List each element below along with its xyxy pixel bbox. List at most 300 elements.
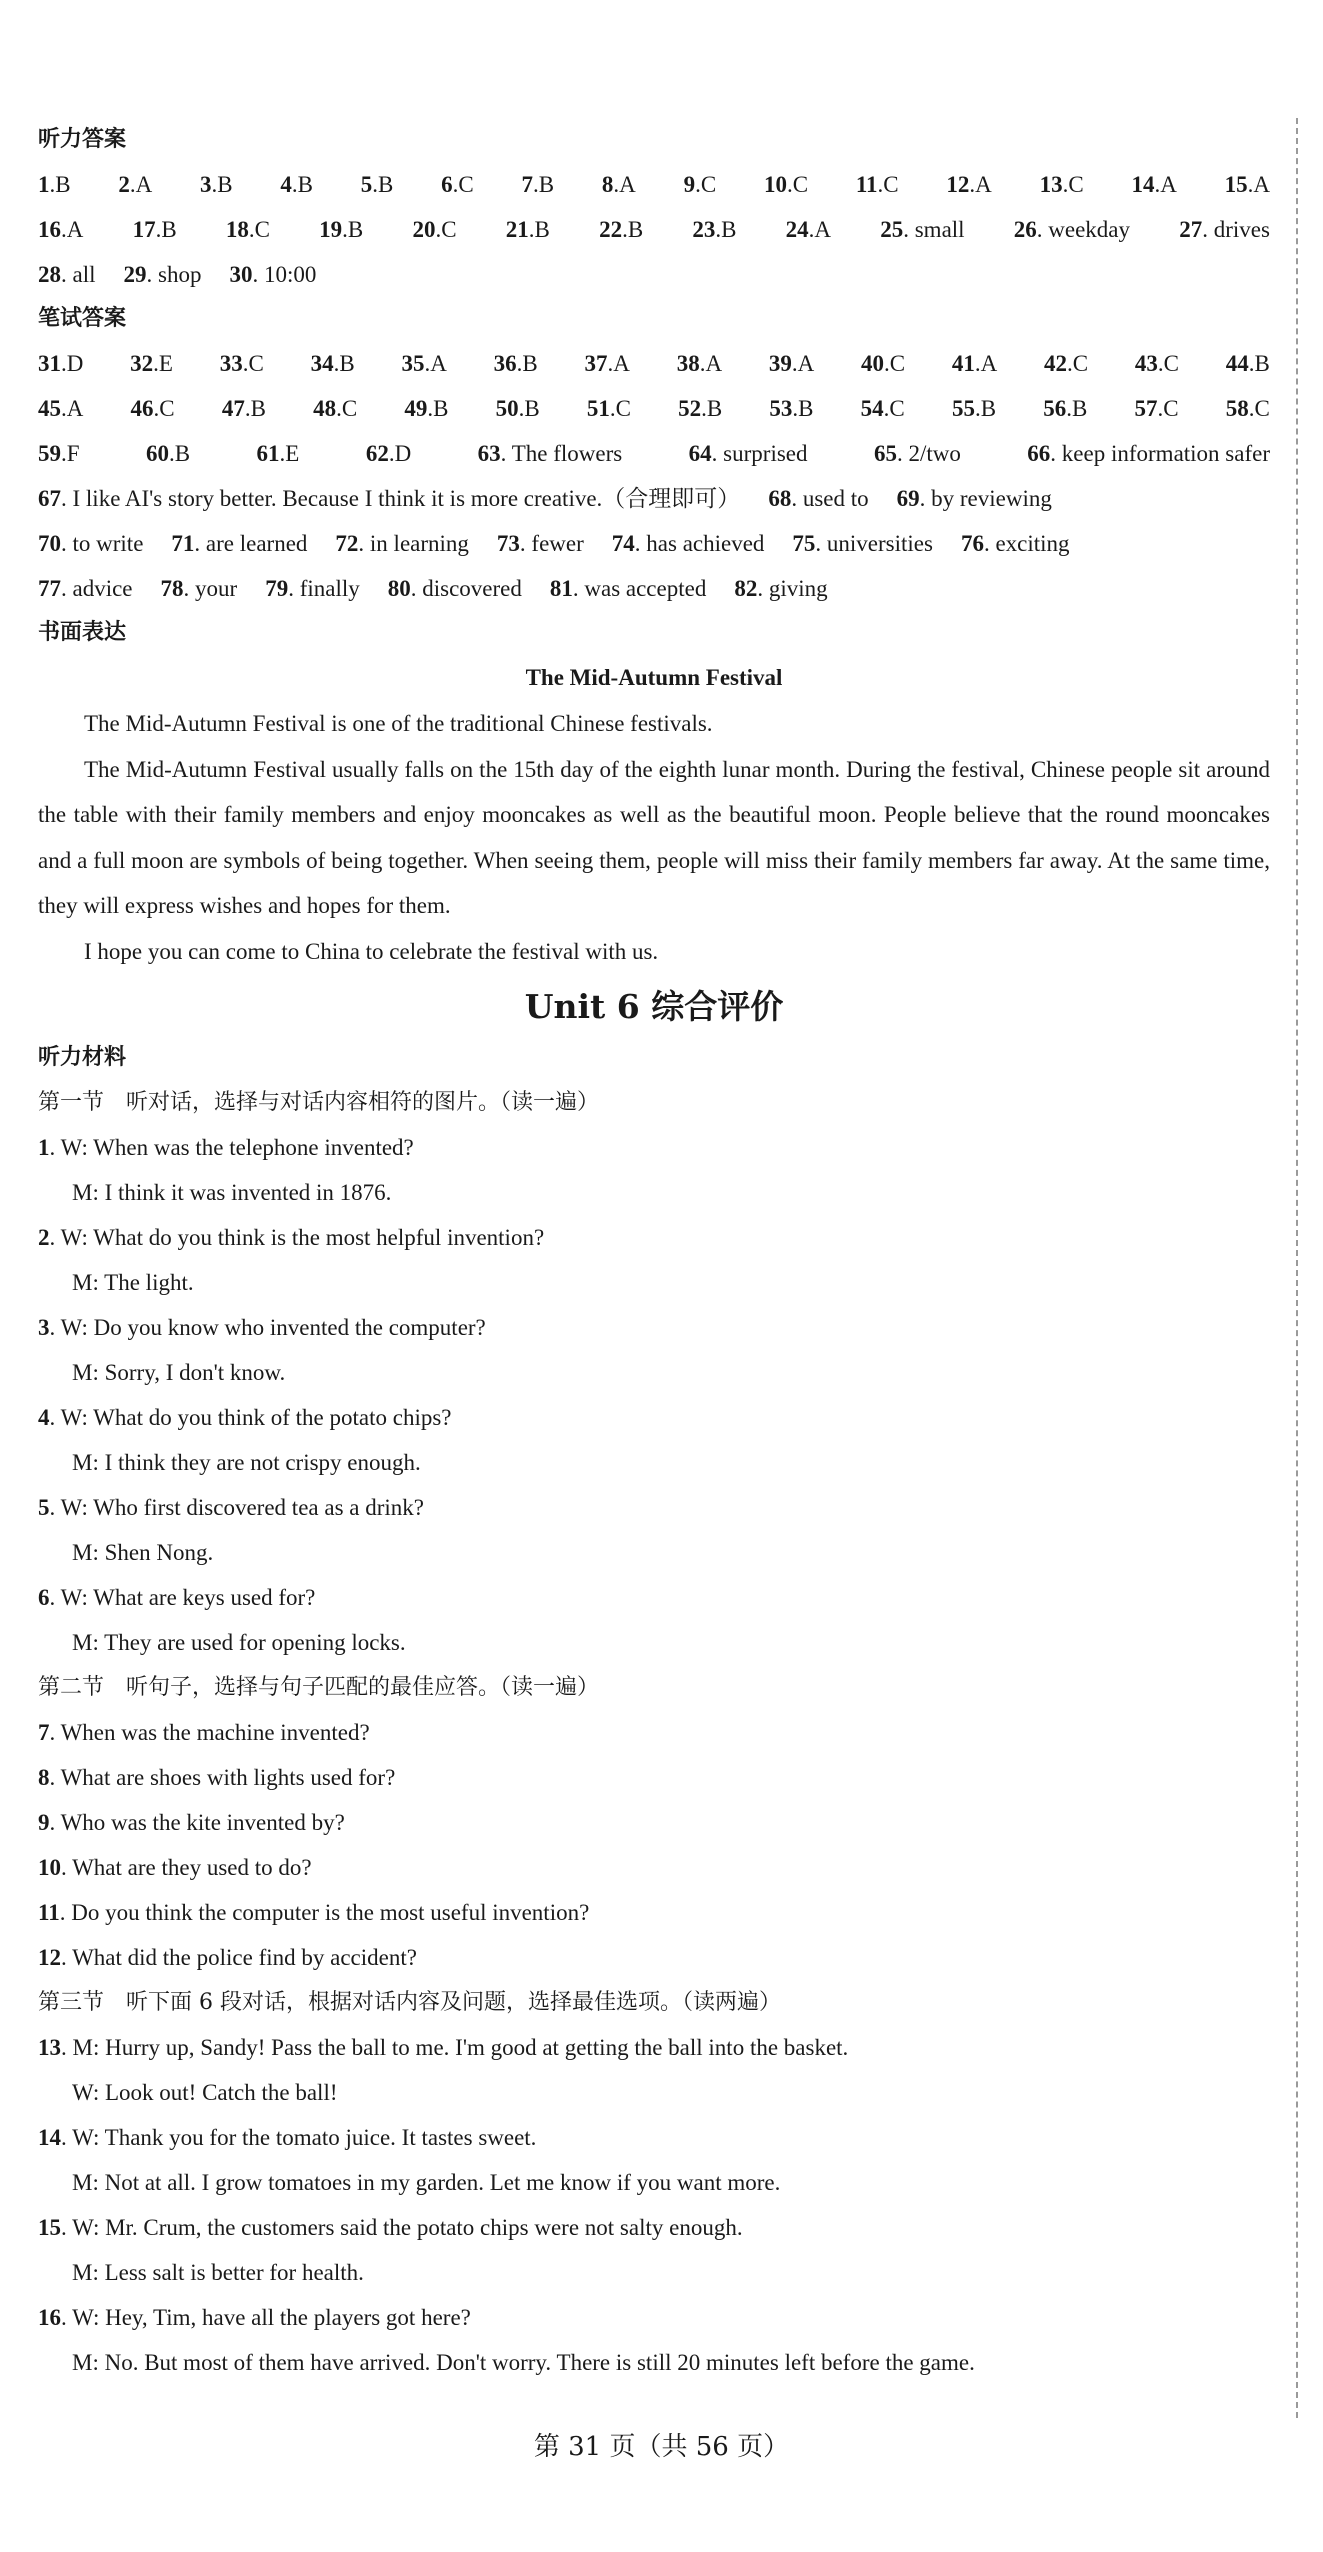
answer-number: 50	[495, 396, 519, 421]
answer-number: 23	[692, 217, 716, 242]
section-instruction: 第二节 听句子，选择与句子匹配的最佳应答。（读一遍）	[38, 1675, 600, 1700]
answer-item	[38, 207, 83, 252]
answer-item	[880, 207, 964, 252]
essay-paragraph: The Mid-Autumn Festival usually falls on the 15th day of the eighth lunar month. During the festival, Chinese people sit around the table with their family members and enjoy mooncakes as well as the beautiful moon. People believe that the round mooncakes and a full moon are symbols of being together. When seeing them, people will miss their family members far away. At the same time, they will express wishes and hopes for them.	[38, 756, 1270, 918]
listening-material-heading: 听力材料	[38, 1045, 127, 1070]
answer-number: 6	[441, 172, 453, 197]
answer-item	[494, 341, 538, 386]
answer-text: . 2/two	[896, 441, 961, 466]
answer-number: 81	[549, 576, 573, 601]
answer-item	[522, 162, 555, 207]
transcript-question	[38, 1755, 1270, 1800]
question-number: 2	[38, 1225, 50, 1250]
transcript-question	[38, 2205, 1270, 2250]
answer-row	[38, 341, 1270, 386]
question-number: 5	[38, 1495, 50, 1520]
writing-heading: 书面表达	[38, 620, 127, 645]
answer-text: .C	[695, 172, 717, 197]
answer-row	[38, 386, 1270, 431]
answer-number: 44	[1225, 351, 1249, 376]
answer-item	[38, 521, 143, 566]
answer-row	[38, 162, 1270, 207]
answer-item	[171, 521, 307, 566]
answer-item	[1043, 386, 1087, 431]
answer-number: 40	[861, 351, 884, 376]
transcript-response: M: Less salt is better for health.	[72, 2260, 364, 2285]
answer-text: .B	[1248, 351, 1270, 376]
answer-number: 26	[1013, 217, 1037, 242]
answer-number: 18	[225, 217, 249, 242]
answer-text: . shop	[146, 262, 202, 287]
answer-item	[874, 431, 961, 476]
answer-number: 19	[319, 217, 343, 242]
answer-text: . all	[61, 262, 96, 287]
answer-text: .C	[1157, 396, 1179, 421]
answer-text: .B	[701, 396, 723, 421]
answer-text: .C	[883, 396, 905, 421]
answer-item	[161, 566, 238, 611]
essay-title: The Mid-Autumn Festival	[525, 665, 783, 690]
answer-text: .B	[372, 172, 394, 197]
answer-item	[496, 386, 540, 431]
answer-number: 39	[768, 351, 792, 376]
question-text: . What are they used to do?	[61, 1855, 312, 1880]
answer-number: 77	[38, 576, 61, 601]
answer-text: . small	[903, 217, 965, 242]
answer-text: .A	[424, 351, 447, 376]
answer-number: 82	[734, 576, 758, 601]
answer-text: .B	[155, 217, 177, 242]
answer-text: . weekday	[1036, 217, 1131, 242]
answer-text: .A	[699, 351, 723, 376]
answer-number: 24	[785, 217, 809, 242]
transcript-question	[38, 1125, 1270, 1170]
answer-number: 8	[601, 172, 614, 197]
answer-text: .C	[452, 172, 474, 197]
answer-number: 30	[229, 262, 253, 287]
answer-number: 37	[584, 351, 608, 376]
answer-item	[441, 162, 474, 207]
transcript-response: M: Not at all. I grow tomatoes in my garden. Let me know if you want more.	[72, 2170, 781, 2195]
listening-answers	[38, 162, 1270, 297]
answer-item	[861, 386, 905, 431]
transcript-question	[38, 1845, 1270, 1890]
answer-item	[335, 521, 469, 566]
transcript-question	[38, 1215, 1270, 1260]
answer-number: 25	[880, 217, 904, 242]
listening-transcript	[38, 1080, 1270, 2385]
answer-text: . fewer	[519, 531, 584, 556]
answer-text: .D	[61, 351, 84, 376]
answer-number: 69	[896, 486, 920, 511]
answer-text: .B	[211, 172, 233, 197]
answer-text: .C	[242, 351, 264, 376]
answer-item	[229, 252, 316, 297]
question-text: . M: Hurry up, Sandy! Pass the ball to me. I'm good at getting the ball into the basket.	[61, 2035, 849, 2060]
transcript-question	[38, 1710, 1270, 1755]
answer-number: 29	[123, 262, 147, 287]
transcript-question	[38, 1800, 1270, 1845]
answer-item	[361, 162, 394, 207]
answer-item	[1226, 341, 1270, 386]
answer-text: .A	[969, 172, 992, 197]
answer-text: .A	[613, 172, 636, 197]
answer-item	[1044, 341, 1088, 386]
question-number: 15	[38, 2215, 61, 2240]
question-text: . What are shoes with lights used for?	[49, 1765, 396, 1790]
question-text: . When was the machine invented?	[49, 1720, 370, 1745]
answer-item	[786, 207, 831, 252]
answer-number: 71	[171, 531, 195, 556]
answer-page	[38, 118, 1270, 2385]
binding-margin-dashed-line	[1296, 118, 1298, 2418]
answer-text: . exciting	[983, 531, 1070, 556]
answer-number: 1	[38, 172, 50, 197]
answer-number: 38	[676, 351, 700, 376]
answer-item	[792, 521, 933, 566]
answer-item	[38, 566, 133, 611]
answer-item	[226, 207, 270, 252]
answer-text: .A	[607, 351, 630, 376]
answer-number: 72	[335, 531, 359, 556]
answer-item	[388, 566, 522, 611]
transcript-response: M: No. But most of them have arrived. Don't worry. There is still 20 minutes left before the game.	[72, 2350, 975, 2375]
answer-text: .C	[153, 396, 175, 421]
transcript-response: M: I think they are not crispy enough.	[72, 1450, 421, 1475]
answer-text: . are learned	[194, 531, 308, 556]
answer-item	[38, 341, 83, 386]
answer-text: . 10:00	[252, 262, 317, 287]
answer-number: 48	[313, 396, 337, 421]
answer-item	[587, 386, 631, 431]
answer-number: 17	[132, 217, 156, 242]
answer-row	[38, 476, 1270, 521]
answer-item	[1014, 207, 1130, 252]
answer-text: . keep information safer	[1050, 441, 1270, 466]
answer-text: .B	[528, 217, 550, 242]
answer-number: 28	[38, 262, 61, 287]
answer-text: .B	[622, 217, 644, 242]
transcript-question	[38, 1575, 1270, 1620]
transcript-question	[38, 2295, 1270, 2340]
question-text: . Who was the kite invented by?	[49, 1810, 345, 1835]
answer-item	[131, 386, 175, 431]
answer-row	[38, 566, 1270, 611]
answer-number: 27	[1179, 217, 1203, 242]
answer-text: . your	[183, 576, 238, 601]
answer-item	[612, 521, 765, 566]
answer-text: .B	[427, 396, 449, 421]
answer-text: . to write	[61, 531, 144, 556]
answer-number: 73	[496, 531, 520, 556]
answer-text: .C	[248, 217, 270, 242]
page-number: 第 31 页（共 56 页）	[533, 2432, 790, 2462]
question-number: 8	[38, 1765, 50, 1790]
answer-text: . I like AI's story better. Because I think it is more creative.（合理即可）	[61, 486, 741, 511]
answer-text: .A	[974, 351, 998, 376]
question-text: . W: Thank you for the tomato juice. It tastes sweet.	[61, 2125, 537, 2150]
answer-number: 66	[1027, 441, 1051, 466]
answer-row	[38, 207, 1270, 252]
answer-text: .C	[1157, 351, 1179, 376]
answer-text: . giving	[757, 576, 828, 601]
answer-text: .A	[791, 351, 815, 376]
answer-text: . was accepted	[572, 576, 707, 601]
answer-number: 55	[951, 396, 975, 421]
question-number: 12	[38, 1945, 61, 1970]
question-text: . Do you think the computer is the most useful invention?	[59, 1900, 590, 1925]
answer-item	[734, 566, 827, 611]
answer-number: 54	[860, 396, 884, 421]
answer-item	[684, 162, 717, 207]
answer-item	[319, 207, 363, 252]
question-number: 10	[38, 1855, 61, 1880]
answer-text: . surprised	[711, 441, 808, 466]
answer-text: .B	[1066, 396, 1088, 421]
answer-number: 16	[38, 217, 61, 242]
answer-number: 41	[951, 351, 975, 376]
answer-text: .C	[336, 396, 358, 421]
answer-number: 68	[768, 486, 792, 511]
question-text: . W: Mr. Crum, the customers said the potato chips were not salty enough.	[61, 2215, 743, 2240]
essay-paragraph: The Mid-Autumn Festival is one of the traditional Chinese festivals.	[84, 711, 713, 736]
written-answers	[38, 341, 1270, 611]
answer-text: . advice	[61, 576, 133, 601]
answer-number: 63	[477, 441, 501, 466]
answer-text: .E	[153, 351, 173, 376]
transcript-question	[38, 2115, 1270, 2160]
answer-number: 7	[521, 172, 534, 197]
answer-text: .C	[877, 172, 899, 197]
question-text: . W: What are keys used for?	[49, 1585, 316, 1610]
answer-number: 10	[763, 172, 787, 197]
answer-item	[311, 341, 355, 386]
answer-text: .C	[435, 217, 457, 242]
answer-item	[1225, 162, 1270, 207]
question-text: . W: What do you think is the most helpful invention?	[49, 1225, 545, 1250]
answer-number: 36	[493, 351, 517, 376]
answer-item	[952, 386, 996, 431]
answer-number: 74	[611, 531, 635, 556]
answer-number: 47	[221, 396, 245, 421]
answer-number: 75	[792, 531, 816, 556]
answer-number: 60	[146, 441, 169, 466]
question-number: 6	[38, 1585, 50, 1610]
answer-item	[550, 566, 706, 611]
written-answers-heading: 笔试答案	[38, 306, 127, 331]
answer-text: .C	[786, 172, 809, 197]
answer-number: 52	[678, 396, 702, 421]
answer-item	[689, 431, 808, 476]
answer-item	[677, 341, 722, 386]
answer-item	[961, 521, 1070, 566]
answer-item	[1040, 162, 1084, 207]
answer-item	[118, 162, 152, 207]
answer-number: 20	[412, 217, 436, 242]
answer-row	[38, 431, 1270, 476]
answer-number: 53	[769, 396, 793, 421]
answer-text: . used to	[791, 486, 869, 511]
answer-item	[313, 386, 357, 431]
answer-item	[402, 341, 447, 386]
answer-item	[38, 252, 96, 297]
answer-text: .B	[518, 396, 540, 421]
answer-text: .A	[61, 396, 84, 421]
question-number: 4	[38, 1405, 50, 1430]
answer-number: 79	[265, 576, 289, 601]
answer-text: . by reviewing	[919, 486, 1052, 511]
answer-item	[130, 341, 173, 386]
answer-item	[946, 162, 991, 207]
answer-text: .B	[291, 172, 313, 197]
transcript-question	[38, 1305, 1270, 1350]
answer-number: 22	[599, 217, 623, 242]
answer-number: 70	[38, 531, 61, 556]
transcript-response: M: Sorry, I don't know.	[72, 1360, 286, 1385]
transcript-response: M: The light.	[72, 1270, 194, 1295]
answer-item	[412, 207, 456, 252]
answer-item	[1135, 341, 1179, 386]
answer-text: .C	[609, 396, 631, 421]
answer-number: 15	[1224, 172, 1248, 197]
answer-number: 65	[873, 441, 897, 466]
answer-item	[265, 566, 360, 611]
answer-number: 12	[946, 172, 970, 197]
answer-number: 2	[118, 172, 130, 197]
answer-text: .A	[1154, 172, 1177, 197]
question-text: . W: Who first discovered tea as a drink?	[49, 1495, 424, 1520]
answer-number: 35	[401, 351, 425, 376]
answer-item	[506, 207, 550, 252]
unit-title: Unit 6 综合评价	[524, 987, 784, 1026]
answer-number: 9	[683, 172, 696, 197]
answer-text: .E	[279, 441, 300, 466]
answer-item	[764, 162, 808, 207]
answer-text: .D	[388, 441, 412, 466]
answer-item	[1179, 207, 1270, 252]
answer-number: 33	[219, 351, 243, 376]
answer-text: .B	[49, 172, 71, 197]
answer-row	[38, 252, 1270, 297]
answer-item	[257, 431, 300, 476]
transcript-question	[38, 1935, 1270, 1980]
essay-paragraph: I hope you can come to China to celebrate the festival with us.	[84, 938, 659, 964]
answer-item	[124, 252, 202, 297]
answer-item	[38, 386, 83, 431]
answer-number: 49	[404, 396, 428, 421]
question-number: 11	[38, 1900, 60, 1925]
transcript-response: M: I think it was invented in 1876.	[72, 1180, 392, 1205]
answer-number: 57	[1134, 396, 1158, 421]
answer-number: 76	[960, 531, 984, 556]
answer-number: 46	[130, 396, 154, 421]
answer-text: .C	[1067, 351, 1089, 376]
answer-number: 4	[280, 172, 292, 197]
answer-item	[38, 431, 80, 476]
answer-text: .B	[333, 351, 355, 376]
answer-item	[366, 431, 411, 476]
answer-text: .A	[1247, 172, 1270, 197]
answer-number: 61	[256, 441, 280, 466]
answer-number: 13	[1039, 172, 1063, 197]
answer-item	[897, 476, 1052, 521]
answer-item	[692, 207, 736, 252]
answer-text: .B	[342, 217, 364, 242]
answer-item	[769, 386, 813, 431]
listening-answers-heading: 听力答案	[38, 127, 127, 152]
answer-item	[602, 162, 636, 207]
answer-item	[222, 386, 266, 431]
answer-number: 64	[688, 441, 712, 466]
answer-text: .B	[169, 441, 191, 466]
answer-number: 21	[505, 217, 529, 242]
question-text: . W: Hey, Tim, have all the players got here?	[61, 2305, 471, 2330]
answer-text: . finally	[288, 576, 360, 601]
answer-number: 58	[1225, 396, 1249, 421]
answer-text: .F	[61, 441, 80, 466]
answer-item	[404, 386, 448, 431]
answer-text: . The flowers	[500, 441, 623, 466]
answer-text: .B	[244, 396, 266, 421]
question-number: 9	[38, 1810, 50, 1835]
question-number: 3	[38, 1315, 50, 1340]
question-number: 16	[38, 2305, 61, 2330]
answer-number: 14	[1131, 172, 1155, 197]
answer-item	[478, 431, 623, 476]
answer-item	[678, 386, 722, 431]
transcript-question	[38, 2025, 1270, 2070]
transcript-response: W: Look out! Catch the ball!	[72, 2080, 338, 2105]
question-text: . W: What do you think of the potato chips?	[49, 1405, 452, 1430]
answer-number: 3	[200, 172, 212, 197]
answer-number: 32	[130, 351, 154, 376]
answer-text: . has achieved	[634, 531, 765, 556]
answer-item	[769, 341, 814, 386]
answer-number: 43	[1134, 351, 1158, 376]
answer-number: 5	[360, 172, 373, 197]
answer-item	[146, 431, 190, 476]
answer-item	[133, 207, 177, 252]
question-text: . W: Do you know who invented the computer?	[49, 1315, 486, 1340]
answer-item	[497, 521, 584, 566]
answer-item	[1226, 386, 1270, 431]
transcript-question	[38, 1485, 1270, 1530]
answer-number: 42	[1044, 351, 1068, 376]
question-text: . What did the police find by accident?	[61, 1945, 417, 1970]
essay-body	[38, 701, 1270, 974]
answer-text: . discovered	[410, 576, 522, 601]
answer-text: .A	[61, 217, 84, 242]
answer-item	[599, 207, 643, 252]
answer-item	[861, 341, 905, 386]
answer-text: .C	[884, 351, 906, 376]
answer-text: . drives	[1202, 217, 1270, 242]
answer-item	[220, 341, 264, 386]
answer-number: 56	[1043, 396, 1067, 421]
answer-number: 59	[38, 441, 61, 466]
answer-item	[1027, 431, 1270, 476]
answer-text: .B	[974, 396, 997, 421]
answer-row	[38, 521, 1270, 566]
answer-text: . universities	[815, 531, 933, 556]
question-number: 14	[38, 2125, 61, 2150]
answer-item	[585, 341, 630, 386]
answer-item	[768, 476, 868, 521]
answer-text: .B	[516, 351, 538, 376]
answer-item	[38, 476, 740, 521]
answer-text: .A	[808, 217, 832, 242]
answer-item	[38, 162, 71, 207]
